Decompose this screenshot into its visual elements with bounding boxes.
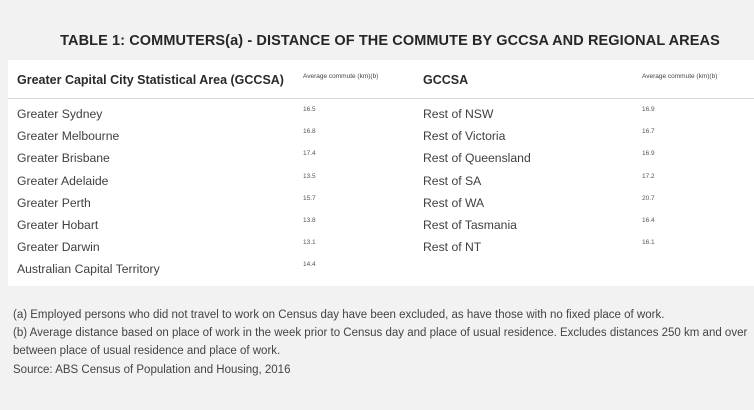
table-title: TABLE 1: COMMUTERS(a) - DISTANCE OF THE COMMUTE BY GCCSA AND REGIONAL AREAS [60,33,720,49]
left-region-value: 16.5 [303,106,316,113]
right-region-value: 16.9 [642,106,655,113]
header-left-value: Average commute (km)(b) [303,73,379,80]
footnote-b: (b) Average distance based on place of work in the week prior to Census day and place of usual residence. Excludes distances 250 km and over between place of usual residence and place of work. [13,327,748,358]
left-region-value: 13.1 [303,239,316,247]
right-region-value: 16.4 [642,216,655,224]
left-region-value: 17.4 [303,150,316,158]
right-region-value: 20.7 [642,194,655,202]
left-region-name: Australian Capital Territory [17,262,160,277]
right-region-value: 16.1 [642,239,655,247]
left-region-name: Greater Brisbane [17,151,110,166]
left-region-name: Greater Adelaide [17,173,109,188]
commute-table [8,60,754,286]
table-row [8,142,754,164]
left-region-name: Greater Hobart [17,217,99,232]
footnote-a: (a) Employed persons who did not travel to work on Census day have been excluded, as have those with no fixed place of work. [13,309,665,321]
table-body [8,98,754,276]
table-row [8,231,754,253]
right-region-name: Rest of Queensland [423,151,531,166]
right-region-value: 16.7 [642,128,655,136]
table-row [8,209,754,231]
footnotes [13,306,748,379]
right-region-value: 17.2 [642,172,655,180]
left-region-name: Greater Melbourne [17,129,120,144]
table-row [8,120,754,142]
header-right-name: GCCSA [423,73,469,87]
header-right-value: Average commute (km)(b) [642,73,718,80]
left-region-value: 14.4 [303,261,316,269]
left-region-name: Greater Sydney [17,107,103,121]
left-region-name: Greater Darwin [17,240,100,255]
table-row [8,253,754,275]
right-region-name: Rest of WA [423,195,485,210]
right-region-name: Rest of NT [423,240,482,255]
table-row [8,98,754,120]
right-region-name: Rest of Tasmania [423,217,517,232]
table-row [8,187,754,209]
left-region-value: 15.7 [303,194,316,202]
left-region-name: Greater Perth [17,195,91,210]
right-region-name: Rest of NSW [423,107,494,121]
table-header-row [8,60,754,99]
left-region-value: 16.8 [303,128,316,136]
right-region-value: 16.9 [642,150,655,158]
table-row [8,165,754,187]
left-region-value: 13.8 [303,216,316,224]
source-note: Source: ABS Census of Population and Housing, 2016 [13,363,291,376]
header-left-name: Greater Capital City Statistical Area (GCCSA) [17,73,284,87]
left-region-value: 13.5 [303,172,316,180]
right-region-name: Rest of SA [423,173,482,188]
right-region-name: Rest of Victoria [423,129,506,144]
